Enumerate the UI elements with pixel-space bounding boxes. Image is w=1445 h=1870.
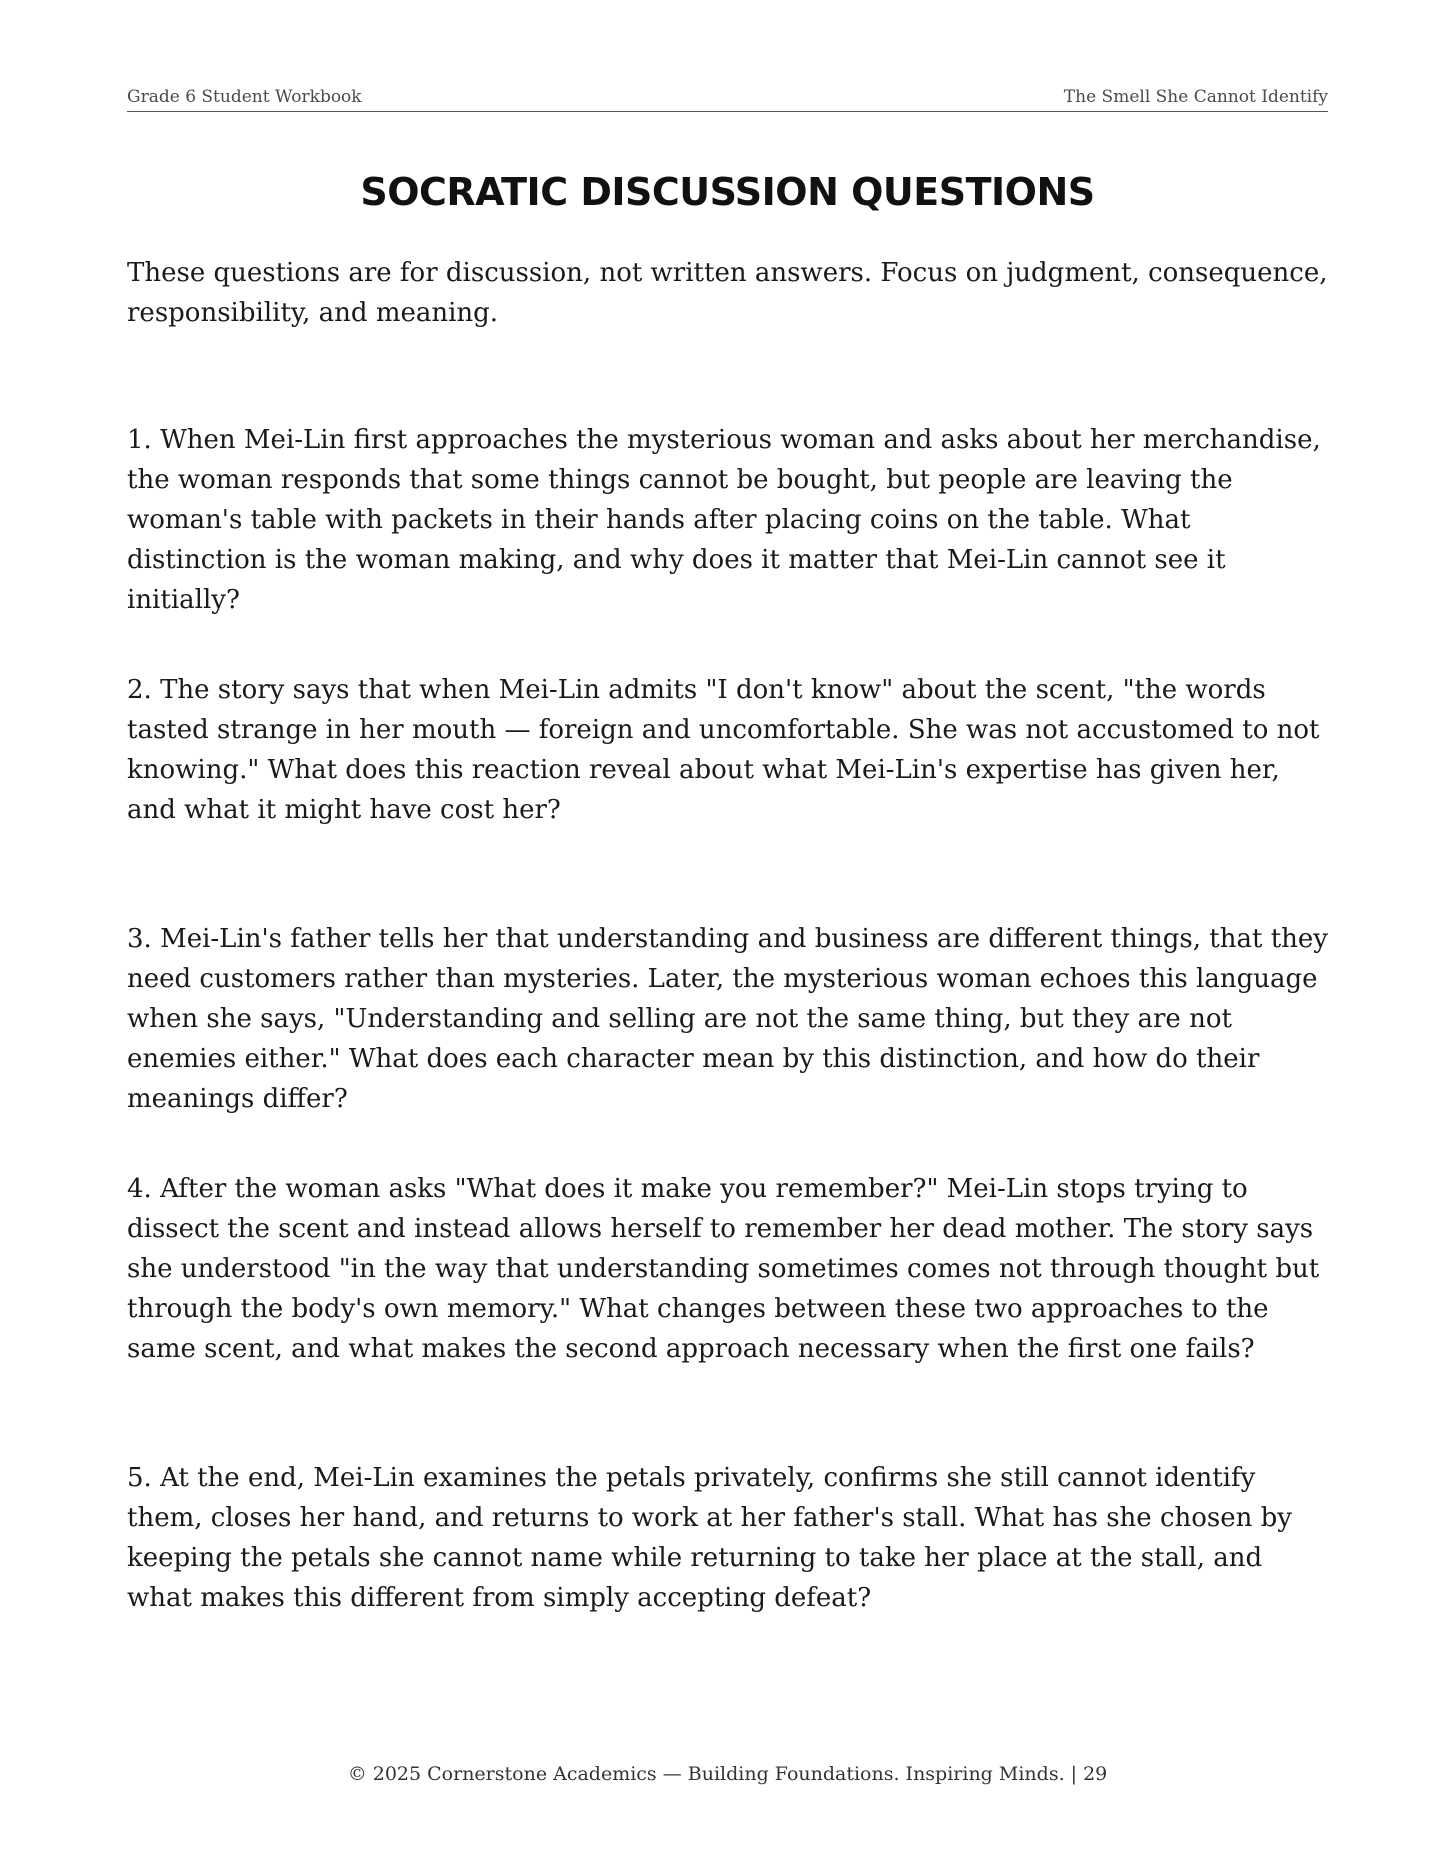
running-header bbox=[127, 82, 1328, 112]
question-4: 4. After the woman asks "What does it make you remember?" Mei-Lin stops trying to dissect the scent and instead allows herself to remember her dead mother. The story says she understood "in the way that understanding sometimes comes not through thought but through the body's own memory." What changes between these two approaches to the same scent, and what makes the second approach necessary when the first one fails? bbox=[127, 1174, 1320, 1364]
intro-paragraph: These questions are for discussion, not written answers. Focus on judgment, consequence, responsibility, and meaning. bbox=[127, 258, 1328, 328]
header-workbook-name: Grade 6 Student Workbook bbox=[127, 87, 362, 107]
question-3: 3. Mei-Lin's father tells her that understanding and business are different things, that they need customers rather than mysteries. Later, the mysterious woman echoes this language when she says, "Understanding and selling are not the same thing, but they are not enemies either." What does each character mean by this distinction, and how do their meanings differ? bbox=[127, 924, 1328, 1114]
page-footer: © 2025 Cornerstone Academics — Building Foundations. Inspiring Minds. | 29 bbox=[347, 1763, 1108, 1785]
question-5: 5. At the end, Mei-Lin examines the petals privately, confirms she still cannot identify them, closes her hand, and returns to work at her father's stall. What has she chosen by keeping the petals she cannot name while returning to take her place at the stall, and what makes this different from simply accepting defeat? bbox=[127, 1463, 1292, 1613]
question-2: 2. The story says that when Mei-Lin admits "I don't know" about the scent, "the words tasted strange in her mouth — foreign and uncomfortable. She was not accustomed to not knowing." What does this reaction reveal about what Mei-Lin's expertise has given her, and what it might have cost her? bbox=[127, 675, 1320, 825]
page-title: SOCRATIC DISCUSSION QUESTIONS bbox=[360, 170, 1095, 214]
question-1: 1. When Mei-Lin first approaches the mysterious woman and asks about her merchandise, the woman responds that some things cannot be bought, but people are leaving the woman's table with packets in their hands after placing coins on the table. What distinction is the woman making, and why does it matter that Mei-Lin cannot see it initially? bbox=[127, 425, 1321, 615]
header-story-title: The Smell She Cannot Identify bbox=[1063, 87, 1328, 107]
